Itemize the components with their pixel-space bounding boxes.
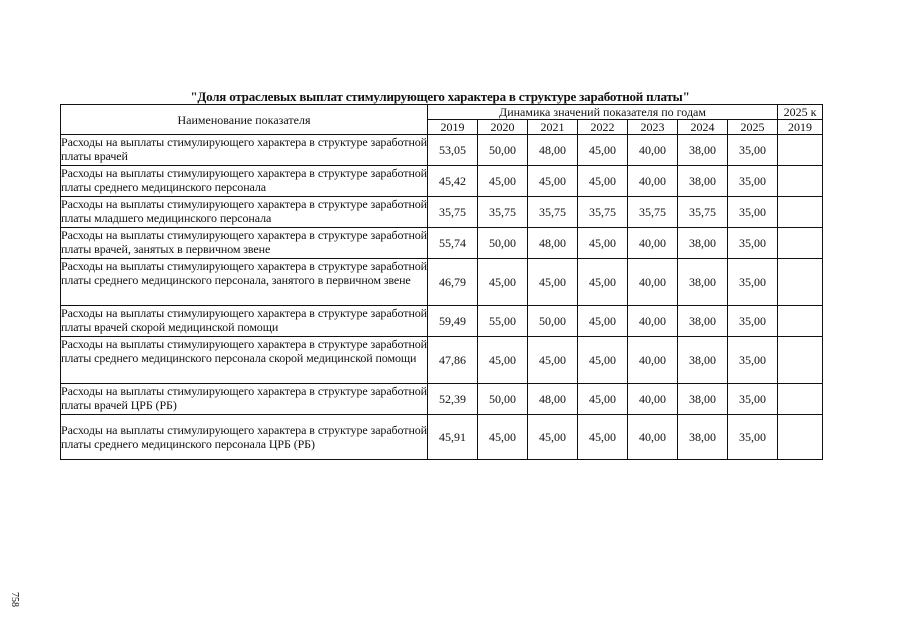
value-2019: 59,49 [428, 306, 478, 337]
value-2021: 50,00 [528, 306, 578, 337]
value-2022: 45,00 [578, 337, 628, 384]
value-2020: 50,00 [478, 228, 528, 259]
header-ratio-bottom: 2019 [778, 120, 823, 135]
header-year-2025: 2025 [728, 120, 778, 135]
header-year-2021: 2021 [528, 120, 578, 135]
value-2024: 38,00 [678, 306, 728, 337]
indicator-name: Расходы на выплаты стимулирующего характера в структуре заработной платы врачей [61, 135, 428, 166]
value-2025: 35,00 [728, 337, 778, 384]
value-2024: 38,00 [678, 415, 728, 460]
value-2022: 45,00 [578, 384, 628, 415]
value-2020: 50,00 [478, 384, 528, 415]
header-year-2022: 2022 [578, 120, 628, 135]
indicator-name: Расходы на выплаты стимулирующего характера в структуре заработной платы врачей ЦРБ (РБ) [61, 384, 428, 415]
value-2024: 38,00 [678, 259, 728, 306]
header-year-2024: 2024 [678, 120, 728, 135]
table-body [61, 135, 823, 460]
value-2019: 45,42 [428, 166, 478, 197]
value-2025: 35,00 [728, 135, 778, 166]
indicator-name: Расходы на выплаты стимулирующего характера в структуре заработной платы среднего медицинского персонала [61, 166, 428, 197]
table-row [61, 306, 823, 337]
value-2019: 55,74 [428, 228, 478, 259]
ratio-2025-to-2019 [778, 166, 823, 197]
value-2019: 45,91 [428, 415, 478, 460]
indicator-name: Расходы на выплаты стимулирующего характера в структуре заработной платы врачей, занятых в первичном звене [61, 228, 428, 259]
indicator-name: Расходы на выплаты стимулирующего характера в структуре заработной платы среднего медицинского персонала ЦРБ (РБ) [61, 415, 428, 460]
value-2024: 38,00 [678, 135, 728, 166]
value-2021: 45,00 [528, 415, 578, 460]
value-2023: 40,00 [628, 135, 678, 166]
value-2024: 38,00 [678, 384, 728, 415]
value-2024: 38,00 [678, 337, 728, 384]
header-ratio-top: 2025 к [778, 105, 823, 120]
value-2019: 46,79 [428, 259, 478, 306]
value-2024: 38,00 [678, 166, 728, 197]
value-2020: 45,00 [478, 166, 528, 197]
ratio-2025-to-2019 [778, 415, 823, 460]
value-2020: 50,00 [478, 135, 528, 166]
value-2019: 52,39 [428, 384, 478, 415]
header-year-2020: 2020 [478, 120, 528, 135]
value-2025: 35,00 [728, 166, 778, 197]
ratio-2025-to-2019 [778, 306, 823, 337]
value-2022: 45,00 [578, 415, 628, 460]
value-2023: 40,00 [628, 384, 678, 415]
value-2023: 40,00 [628, 166, 678, 197]
table-row [61, 228, 823, 259]
value-2021: 45,00 [528, 259, 578, 306]
table-row [61, 415, 823, 460]
value-2019: 35,75 [428, 197, 478, 228]
value-2020: 35,75 [478, 197, 528, 228]
value-2023: 40,00 [628, 228, 678, 259]
value-2022: 35,75 [578, 197, 628, 228]
header-row-top [61, 105, 823, 120]
value-2021: 45,00 [528, 337, 578, 384]
document-title: "Доля отраслевых выплат стимулирующего характера в структуре заработной платы" [190, 89, 690, 104]
value-2025: 35,00 [728, 228, 778, 259]
value-2021: 48,00 [528, 384, 578, 415]
value-2021: 48,00 [528, 135, 578, 166]
table-row [61, 337, 823, 384]
indicator-name: Расходы на выплаты стимулирующего характера в структуре заработной платы младшего медицинского персонала [61, 197, 428, 228]
value-2021: 35,75 [528, 197, 578, 228]
table-row [61, 166, 823, 197]
ratio-2025-to-2019 [778, 197, 823, 228]
header-indicator-name: Наименование показателя [61, 105, 428, 135]
indicator-name: Расходы на выплаты стимулирующего характера в структуре заработной платы врачей скорой медицинской помощи [61, 306, 428, 337]
value-2020: 45,00 [478, 415, 528, 460]
table-row [61, 384, 823, 415]
table-row [61, 259, 823, 306]
value-2023: 40,00 [628, 337, 678, 384]
value-2021: 45,00 [528, 166, 578, 197]
header-year-2019: 2019 [428, 120, 478, 135]
value-2025: 35,00 [728, 415, 778, 460]
value-2023: 40,00 [628, 259, 678, 306]
value-2021: 48,00 [528, 228, 578, 259]
value-2022: 45,00 [578, 166, 628, 197]
value-2019: 53,05 [428, 135, 478, 166]
indicator-table [60, 104, 823, 460]
ratio-2025-to-2019 [778, 228, 823, 259]
value-2025: 35,00 [728, 384, 778, 415]
value-2023: 35,75 [628, 197, 678, 228]
ratio-2025-to-2019 [778, 135, 823, 166]
value-2024: 35,75 [678, 197, 728, 228]
ratio-2025-to-2019 [778, 337, 823, 384]
value-2023: 40,00 [628, 415, 678, 460]
ratio-2025-to-2019 [778, 384, 823, 415]
indicator-name: Расходы на выплаты стимулирующего характера в структуре заработной платы среднего медицинского персонала скорой медицинской помощи [61, 337, 428, 384]
value-2025: 35,00 [728, 259, 778, 306]
header-dynamics: Динамика значений показателя по годам [428, 105, 778, 120]
value-2022: 45,00 [578, 135, 628, 166]
value-2025: 35,00 [728, 197, 778, 228]
value-2022: 45,00 [578, 259, 628, 306]
page-number: 758 [9, 592, 20, 607]
value-2023: 40,00 [628, 306, 678, 337]
value-2020: 45,00 [478, 337, 528, 384]
indicator-name: Расходы на выплаты стимулирующего характера в структуре заработной платы среднего медицинского персонала, занятого в первичном звене [61, 259, 428, 306]
header-year-2023: 2023 [628, 120, 678, 135]
ratio-2025-to-2019 [778, 259, 823, 306]
value-2022: 45,00 [578, 306, 628, 337]
value-2020: 45,00 [478, 259, 528, 306]
value-2022: 45,00 [578, 228, 628, 259]
value-2024: 38,00 [678, 228, 728, 259]
value-2019: 47,86 [428, 337, 478, 384]
table-row [61, 197, 823, 228]
value-2020: 55,00 [478, 306, 528, 337]
table-row [61, 135, 823, 166]
value-2025: 35,00 [728, 306, 778, 337]
